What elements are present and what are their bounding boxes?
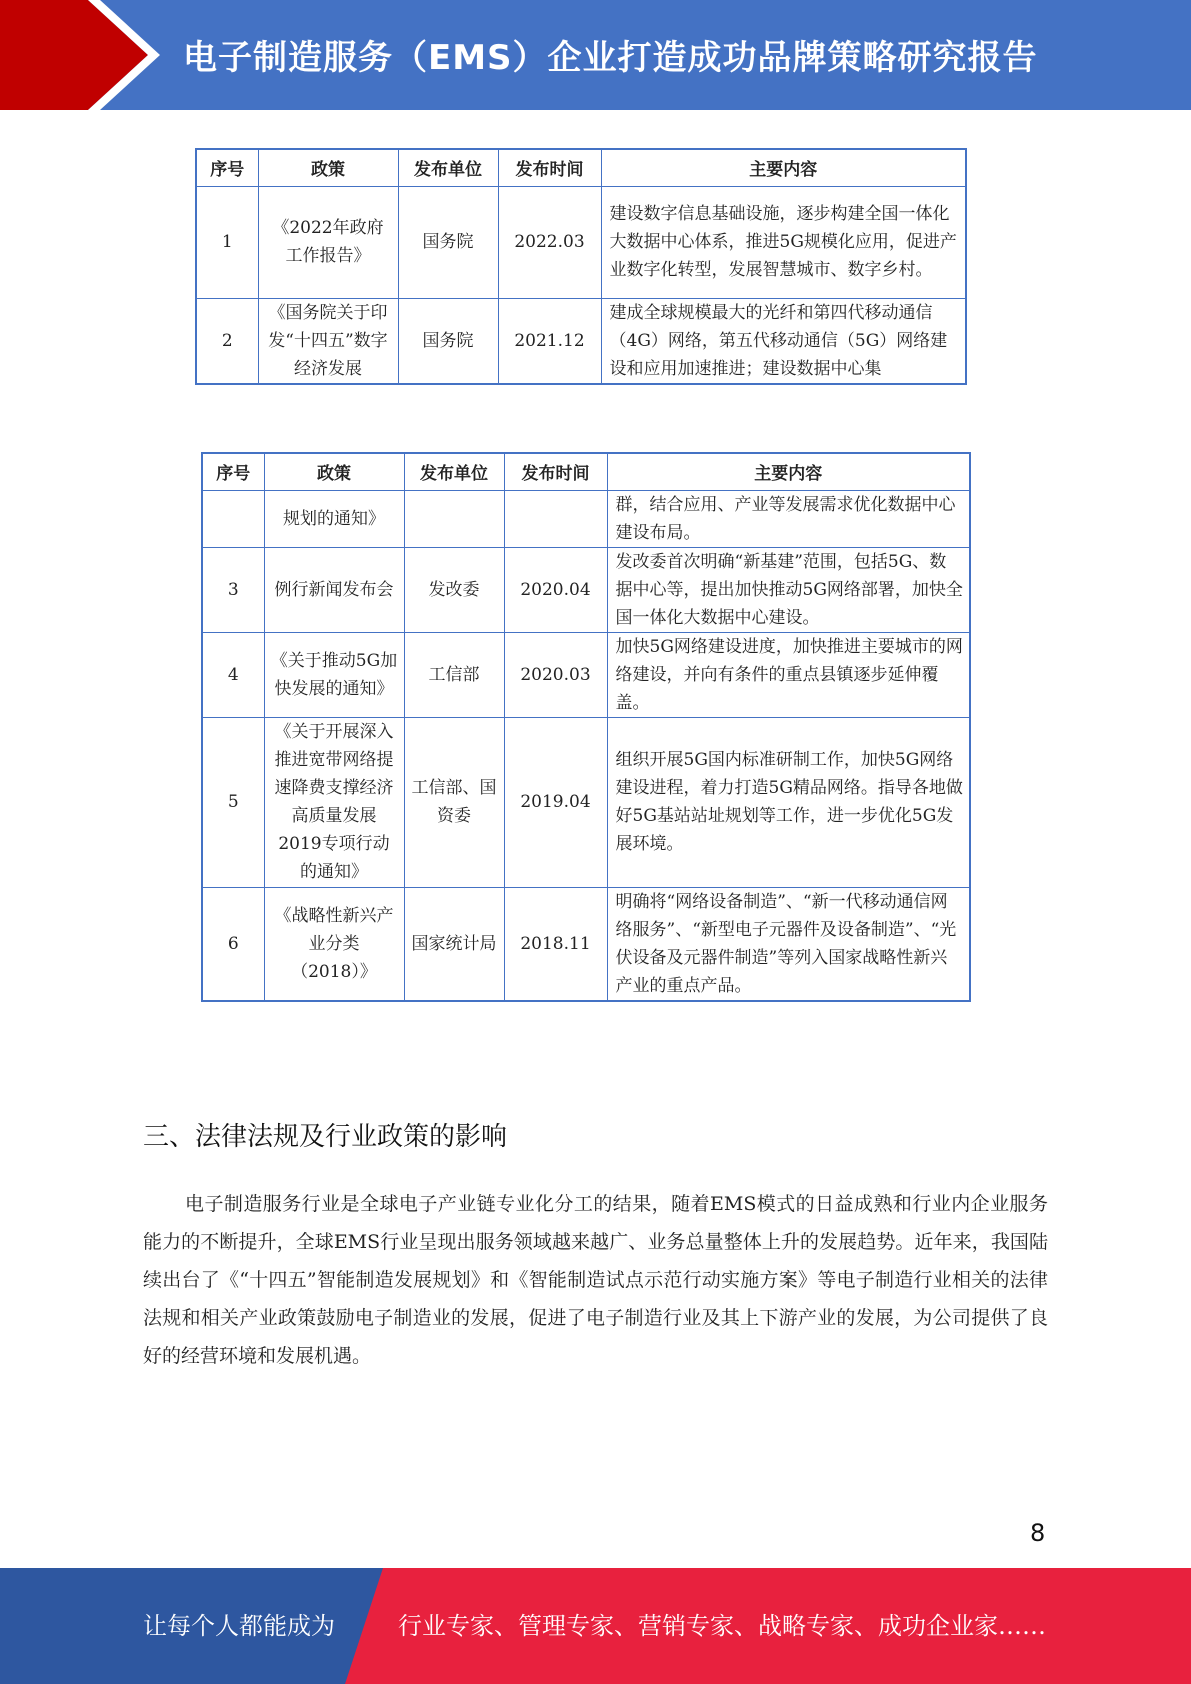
row-no: 5 [202, 717, 264, 887]
row-no: 4 [202, 632, 264, 717]
footer-slogan-left: 让每个人都能成为 [143, 1612, 335, 1640]
row-no: 1 [196, 186, 258, 298]
table-row [202, 547, 970, 632]
row-content: 明确将“网络设备制造”、“新一代移动通信网络服务”、“新型电子元器件及设备制造”、“光伏设备及元器件制造”等列入国家战略性新兴产业的重点产品。 [607, 887, 970, 1001]
page-number: 8 [1030, 1519, 1046, 1547]
header-no: 序号 [202, 453, 264, 490]
row-policy: 规划的通知》 [264, 490, 404, 547]
table-row [202, 717, 970, 887]
row-content: 建设数字信息基础设施，逐步构建全国一体化大数据中心体系，推进5G规模化应用，促进产业数字化转型，发展智慧城市、数字乡村。 [601, 186, 966, 298]
row-date: 2018.11 [504, 887, 607, 1001]
row-issuer [404, 490, 504, 547]
policy-table-part-1 [195, 148, 967, 385]
row-policy: 《关于推动5G加快发展的通知》 [264, 632, 404, 717]
table-row [196, 298, 966, 384]
row-issuer: 工信部 [404, 632, 504, 717]
table-row [196, 186, 966, 298]
row-issuer: 国务院 [398, 298, 498, 384]
row-date: 2022.03 [498, 186, 601, 298]
row-content: 建成全球规模最大的光纤和第四代移动通信（4G）网络，第五代移动通信（5G）网络建设和应用加速推进；建设数据中心集 [601, 298, 966, 384]
page-header [0, 0, 1191, 110]
table-header-row [196, 149, 966, 186]
row-policy: 《国务院关于印发“十四五”数字经济发展 [258, 298, 398, 384]
row-no [202, 490, 264, 547]
header-content: 主要内容 [607, 453, 970, 490]
row-date: 2021.12 [498, 298, 601, 384]
row-no: 2 [196, 298, 258, 384]
body-paragraph: 电子制造服务行业是全球电子产业链专业化分工的结果，随着EMS模式的日益成熟和行业内企业服务能力的不断提升，全球EMS行业呈现出服务领域越来越广、业务总量整体上升的发展趋势。近年来，我国陆续出台了《“十四五”智能制造发展规划》和《智能制造试点示范行动实施方案》等电子制造行业相关的法律法规和相关产业政策鼓励电子制造业的发展，促进了电子制造行业及其上下游产业的发展，为公司提供了良好的经营环境和发展机遇。 [143, 1193, 1048, 1367]
row-date [504, 490, 607, 547]
row-issuer: 国务院 [398, 186, 498, 298]
table-row [202, 632, 970, 717]
row-date: 2020.03 [504, 632, 607, 717]
row-content: 加快5G网络建设进度，加快推进主要城市的网络建设，并向有条件的重点县镇逐步延伸覆盖。 [607, 632, 970, 717]
footer-slogan-right: 行业专家、管理专家、营销专家、战略专家、成功企业家…… [398, 1612, 1046, 1640]
row-policy: 《2022年政府工作报告》 [258, 186, 398, 298]
header-date: 发布时间 [504, 453, 607, 490]
row-content: 发改委首次明确“新基建”范围，包括5G、数据中心等，提出加快推动5G网络部署，加快全国一体化大数据中心建设。 [607, 547, 970, 632]
row-issuer: 发改委 [404, 547, 504, 632]
row-policy: 《关于开展深入推进宽带网络提速降费支撑经济高质量发展2019专项行动的通知》 [264, 717, 404, 887]
table-row [202, 490, 970, 547]
header-date: 发布时间 [498, 149, 601, 186]
row-no: 3 [202, 547, 264, 632]
row-policy: 例行新闻发布会 [264, 547, 404, 632]
header-policy: 政策 [258, 149, 398, 186]
header-no: 序号 [196, 149, 258, 186]
row-issuer: 工信部、国资委 [404, 717, 504, 887]
row-date: 2020.04 [504, 547, 607, 632]
table-header-row [202, 453, 970, 490]
policy-table-part-2 [201, 452, 971, 1002]
row-no: 6 [202, 887, 264, 1001]
page-footer [0, 1568, 1191, 1684]
header-content: 主要内容 [601, 149, 966, 186]
header-policy: 政策 [264, 453, 404, 490]
header-issuer: 发布单位 [398, 149, 498, 186]
row-content: 群，结合应用、产业等发展需求优化数据中心建设布局。 [607, 490, 970, 547]
row-content: 组织开展5G国内标准研制工作，加快5G网络建设进程，着力打造5G精品网络。指导各地做好5G基站站址规划等工作，进一步优化5G发展环境。 [607, 717, 970, 887]
row-policy: 《战略性新兴产业分类（2018）》 [264, 887, 404, 1001]
header-issuer: 发布单位 [404, 453, 504, 490]
report-title: 电子制造服务（EMS）企业打造成功品牌策略研究报告 [183, 38, 1038, 78]
row-date: 2019.04 [504, 717, 607, 887]
row-issuer: 国家统计局 [404, 887, 504, 1001]
table-row [202, 887, 970, 1001]
section-heading: 三、法律法规及行业政策的影响 [143, 1122, 508, 1152]
